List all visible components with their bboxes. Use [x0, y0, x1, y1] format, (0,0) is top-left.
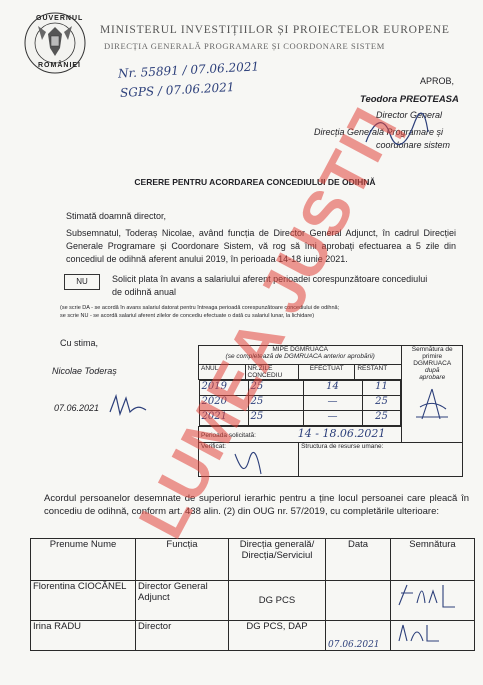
logo-text-bottom: ROMÂNIEI [38, 62, 81, 69]
replacement-table [30, 538, 475, 651]
perioada-value: 14 - 18.06.2021 [297, 427, 386, 440]
verificat-label: Verificat: [201, 443, 226, 450]
row-data: 07.06.2021 [326, 621, 391, 651]
row-an: 2019 [199, 381, 248, 396]
hr-sig-header-2: primire [422, 353, 443, 360]
logo-text-top: GUVERNUL [36, 15, 84, 22]
row-directia: DG PCS [229, 581, 326, 621]
row-zile: 25 [248, 396, 303, 411]
row-efectuat: 14 [303, 381, 362, 396]
col-restant: RESTANT [355, 365, 402, 380]
col-an: ANUL [199, 365, 246, 380]
row-restant: 25 [362, 396, 401, 411]
row-semnatura [391, 581, 475, 621]
hr-sig-header-3: DGMRUACA [413, 360, 452, 367]
approver-role: Director General [376, 110, 443, 120]
advance-note-1: (se scrie DA - se acordă în avans salariul datorat pentru întreaga perioadă corespunzătoare concediului de odihnă; [60, 305, 340, 311]
col-efectuat: EFECTUAT [299, 365, 355, 380]
row-functia: Director General Adjunct [136, 581, 229, 621]
hr-sig-header-4: după [424, 367, 440, 374]
ministry-name: MINISTERUL INVESTIȚIILOR ȘI PROIECTELOR EUROPENE [100, 24, 450, 36]
header-directia: Direcția generală/ Direcția/Serviciul [229, 539, 326, 581]
row-semnatura [391, 621, 475, 651]
approver-dept-1: Direcția Generală Programare și [314, 127, 444, 137]
advance-text-1: Solicit plata în avans a salariului aferent perioadei corespunzătoare concediului [112, 274, 428, 284]
svg-text:LUMEA JUSTIȚIEI: LUMEA JUSTIȚIEI [124, 100, 407, 549]
hr-table-note: (se completează de DGMRUACA anterior aprobării) [225, 353, 375, 360]
header-functia: Funcția [136, 539, 229, 581]
row-nume: Irina RADU [31, 621, 136, 651]
header-data: Data [326, 539, 391, 581]
registration-line-1: Nr. 55891 / 07.06.2021 [117, 59, 260, 81]
row-an: 2020 [199, 396, 248, 411]
hr-sig-header-5: aprobare [419, 374, 446, 381]
salutation: Stimată doamnă director, [66, 211, 167, 221]
row-directia: DG PCS, DAP [229, 621, 326, 651]
advance-checkbox [64, 274, 100, 290]
hr-table-title: MIPE DGMRUACA [272, 346, 329, 353]
replacement-paragraph: Acordul persoanelor desemnate de superiorul ierarhic pentru a ține locul persoanei care pleacă în concediu de odihnă, conform art. 438 alin. (2) din OUG nr. 57/2019, cu completările ulterioare: [44, 493, 469, 517]
applicant-date: 07.06.2021 [54, 403, 100, 413]
row-restant: 25 [362, 411, 401, 426]
document-title: CERERE PENTRU ACORDAREA CONCEDIULUI DE ODIHNĂ [134, 177, 376, 187]
signature-florentina [393, 581, 463, 611]
directorate-name: DIRECȚIA GENERALĂ PROGRAMARE ȘI COORDONARE SISTEM [104, 41, 385, 51]
advance-text-2: de odihnă anual [112, 287, 177, 297]
perioada-label: Perioada solicitată: [201, 432, 256, 439]
signature-irina [393, 621, 453, 645]
row-nume: Florentina CIOCĂNEL [31, 581, 136, 621]
approval-label: APROB, [420, 76, 455, 86]
registration-line-2: SGPS / 07.06.2021 [119, 80, 235, 100]
table-header-row [31, 539, 475, 581]
structura-label: Structura de resurse umane: [301, 443, 384, 450]
row-restant: 11 [362, 381, 401, 396]
body-paragraph: Subsemnatul, Toderaș Nicolae, având funcția de Director General Adjunct, în cadrul Direcției Generale Programare și Coordonare Sistem, vă rog să îmi aprobați efectuarea a 5 zile din concediul de odihnă aferent anului 2019, în perioada 14-18 iunie 2021. [66, 228, 456, 264]
row-zile: 25 [248, 381, 303, 396]
col-zile: NR.ZILE CONCEDIU [245, 365, 299, 380]
advance-note-2: se scrie NU - se acordă salariul aferent zilelor de concediu efectuate o dată cu salariul lunar, la lichidare) [60, 313, 315, 319]
row-data [326, 581, 391, 621]
approver-name: Teodora PREOTEASA [360, 94, 459, 105]
structura-cell [299, 443, 463, 477]
approver-dept-2: coordonare sistem [376, 140, 451, 150]
header-nume: Prenume Nume [31, 539, 136, 581]
applicant-signature [108, 392, 148, 420]
closing: Cu stima, [60, 338, 99, 348]
row-functia: Director [136, 621, 229, 651]
applicant-name: Nicolae Toderaș [52, 366, 117, 376]
header-semnatura: Semnătura [391, 539, 475, 581]
table-row [31, 581, 475, 621]
row-zile: 25 [248, 411, 303, 426]
row-an: 2021 [199, 411, 248, 426]
row-efectuat: — [303, 396, 362, 411]
advance-choice: NU [76, 277, 88, 286]
table-row [31, 621, 475, 651]
hr-signature-cell [402, 346, 463, 443]
hr-sig-header-1: Semnătura de [411, 346, 453, 353]
row-efectuat: — [303, 411, 362, 426]
hr-receipt-signature [412, 387, 452, 423]
government-logo [24, 12, 86, 74]
